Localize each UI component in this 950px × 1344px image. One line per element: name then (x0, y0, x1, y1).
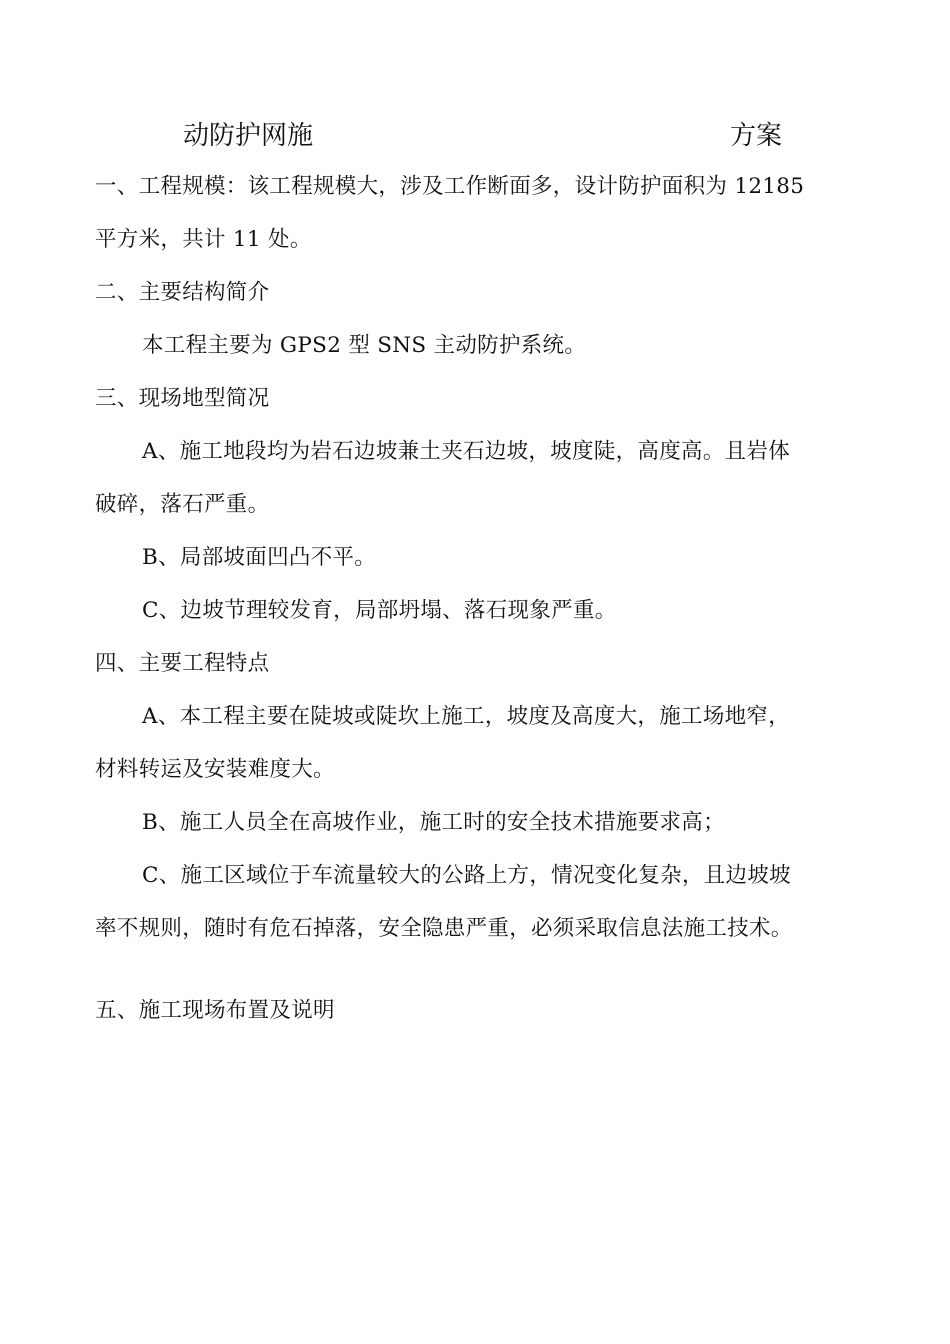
section-4-item-a-line-1: A、本工程主要在陡坡或陡坎上施工，坡度及高度大，施工场地窄， (142, 704, 791, 729)
section-4-item-c-line-1: C、施工区域位于车流量较大的公路上方，情况变化复杂，且边坡坡 (142, 863, 791, 888)
section-5-heading: 五、施工现场布置及说明 (95, 998, 335, 1023)
document-title-left: 动防护网施 (183, 121, 314, 151)
section-2-paragraph: 本工程主要为 GPS2 型 SNS 主动防护系统。 (142, 333, 587, 358)
section-4-item-c-line-2: 率不规则，随时有危石掉落，安全隐患严重，必须采取信息法施工技术。 (95, 916, 793, 941)
section-1-line-1: 一、工程规模：该工程规模大，涉及工作断面多，设计防护面积为 12185 (95, 174, 805, 199)
section-4-item-a-line-2: 材料转运及安装难度大。 (95, 757, 335, 782)
section-2-heading: 二、主要结构简介 (95, 280, 270, 305)
section-3-item-a-line-2: 破碎，落石严重。 (95, 492, 270, 517)
section-3-heading: 三、现场地型简况 (95, 386, 270, 411)
document-title-right: 方案 (730, 121, 783, 151)
section-1-line-2: 平方米，共计 11 处。 (95, 227, 312, 252)
section-4-heading: 四、主要工程特点 (95, 651, 270, 676)
section-3-item-a-line-1: A、施工地段均为岩石边坡兼土夹石边坡，坡度陡，高度高。且岩体 (142, 439, 791, 464)
section-3-item-c: C、边坡节理较发育，局部坍塌、落石现象严重。 (142, 598, 617, 623)
section-4-item-b: B、施工人员全在高坡作业，施工时的安全技术措施要求高； (142, 810, 725, 835)
section-3-item-b: B、局部坡面凹凸不平。 (142, 545, 377, 570)
